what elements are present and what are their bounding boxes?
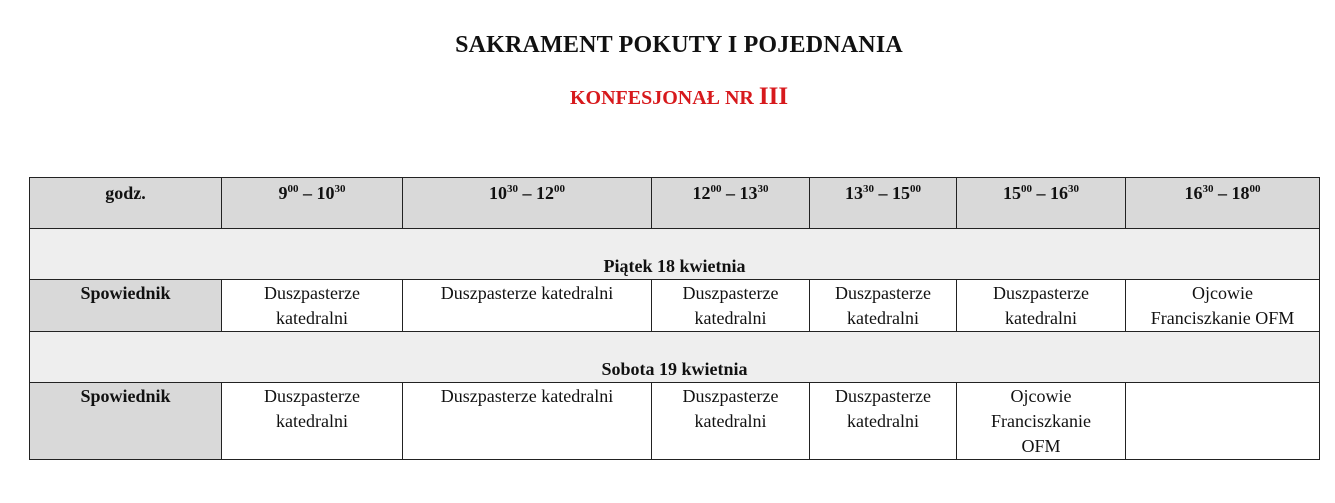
cell-line: katedralni <box>694 308 767 328</box>
day-title: Piątek 18 kwietnia <box>30 229 1320 280</box>
cell-line: Duszpasterze <box>835 283 931 303</box>
cell-line: katedralni <box>847 411 919 431</box>
schedule-cell <box>222 383 403 460</box>
day-title: Sobota 19 kwietnia <box>30 332 1320 383</box>
hours-header-label: godz. <box>30 178 222 229</box>
cell-line: katedralni <box>1005 308 1077 328</box>
schedule-cell <box>652 280 810 332</box>
cell-line: Duszpasterze katedralni <box>440 283 614 303</box>
day-row <box>30 229 1320 280</box>
cell-line: Ojcowie <box>1010 386 1072 406</box>
cell-line: Duszpasterze katedralni <box>440 386 614 406</box>
cell-line: katedralni <box>694 411 767 431</box>
schedule-cell <box>1126 280 1320 332</box>
time-slot-header: $12^{00} - 13^{30}$ <box>652 178 810 229</box>
time-slot-header: $16^{30} - 18^{00}$ <box>1126 178 1320 229</box>
cell-line: Duszpasterze <box>264 386 360 406</box>
page-title: SAKRAMENT POKUTY I POJEDNANIA <box>455 32 903 58</box>
schedule-cell <box>810 383 957 460</box>
confessional-subtitle <box>0 83 1335 111</box>
cell-line: OFM <box>1021 436 1061 456</box>
confessor-label: Spowiednik <box>30 383 222 460</box>
cell-line: katedralni <box>276 411 348 431</box>
schedule-cell <box>652 383 810 460</box>
hours-header-row <box>30 178 1320 229</box>
cell-line: Duszpasterze <box>835 386 931 406</box>
cell-line: katedralni <box>847 308 919 328</box>
schedule-cell <box>957 280 1126 332</box>
day-row <box>30 332 1320 383</box>
confessor-label: Spowiednik <box>30 280 222 332</box>
schedule-cell <box>957 383 1126 460</box>
time-slot-header: $15^{00} - 16^{30}$ <box>957 178 1126 229</box>
cell-line: Duszpasterze <box>993 283 1089 303</box>
time-slot-header: $9^{00} - 10^{30}$ <box>222 178 403 229</box>
cell-line: Duszpasterze <box>682 283 779 303</box>
schedule-cell <box>403 383 652 460</box>
time-slot-header: $10^{30} - 12^{00}$ <box>403 178 652 229</box>
schedule-cell <box>222 280 403 332</box>
cell-line: Franciszkanie <box>991 411 1091 431</box>
schedule-cell <box>810 280 957 332</box>
confessional-number: III <box>758 83 789 110</box>
confession-schedule-table <box>29 177 1320 460</box>
confessor-row <box>30 280 1320 332</box>
cell-line: Duszpasterze <box>682 386 779 406</box>
cell-line: katedralni <box>276 308 348 328</box>
cell-line: Ojcowie <box>1192 283 1253 303</box>
confessor-row <box>30 383 1320 460</box>
subtitle-text: KONFESJONAŁ NR <box>569 87 754 109</box>
cell-line: Franciszkanie OFM <box>1150 308 1295 328</box>
schedule-cell <box>1126 383 1320 460</box>
schedule-cell <box>403 280 652 332</box>
cell-line: Duszpasterze <box>264 283 360 303</box>
time-slot-header: $13^{30} - 15^{00}$ <box>810 178 957 229</box>
